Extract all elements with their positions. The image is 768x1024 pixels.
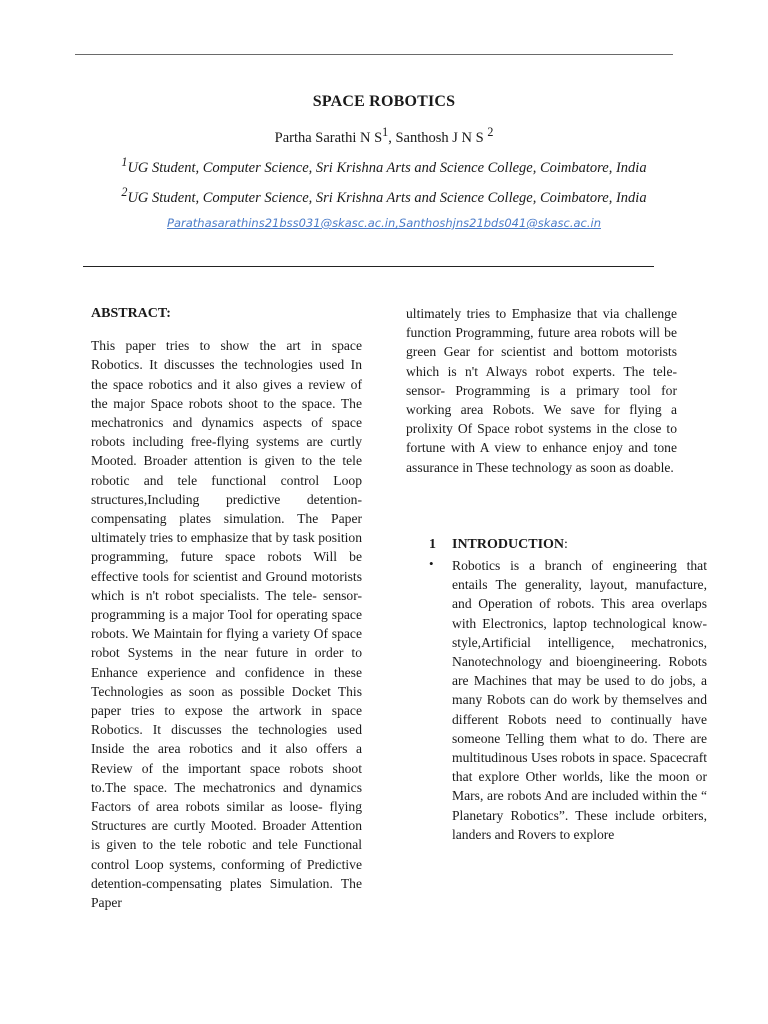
bullet-icon: • xyxy=(429,556,434,571)
abstract-body: This paper tries to show the art in space Robotics. It discusses the technologies used In the space robotics and it also gives a review of the major Space robots shoot to the space. The mechatronics and dynamics aspects of space robots including free-flying systems are curtly Mooted. Broader attention is given to the tele robotic and tele functional control Loop structures,Including predictive detention-compensating plates simulation. The Paper ultimately tries to emphasize that by task position programming, future space robots Will be effective tools for scientist and Ground motorists which is n't robot specialists. The tele- sensor-programming is a major Tool for operating space robots. We Maintain for flying a variety Of space robot Systems in the near future in order to Enhance experience and confidence in these Technologies as soon as possible Docket This paper tries to expose the artwork in space Robotics. It discusses the technologies used Inside the area robotics and it also offers a Review of the important space robots shoot to.The space. The mechatronics and dynamics Factors of area robots similar as loose- flying Structures are curtly Mooted. Broader Attention is given to the tele robotic and tele Functional control Loop systems, conforming of Predictive detention-compensating plates Simulation. The Paper xyxy=(91,338,362,911)
abstract-heading: ABSTRACT: xyxy=(91,306,171,321)
author-1-name: Partha Sarathi N S xyxy=(274,129,383,146)
author-1-affil-mark: 1 xyxy=(382,125,389,139)
email-links[interactable]: Parathasarathins21bss031@skasc.ac.in,Santhoshjns21bds041@skasc.ac.in xyxy=(167,216,601,230)
abstract-continued-column xyxy=(406,304,677,477)
affiliation-2-text: UG Student, Computer Science, Sri Krishna Arts and Science College, Coimbatore, India xyxy=(127,189,647,206)
affiliation-2-mark: 2 xyxy=(121,185,128,199)
author-line xyxy=(0,125,768,147)
affiliation-2 xyxy=(0,185,768,207)
author-2-affil-mark: 2 xyxy=(487,125,494,139)
top-rule xyxy=(75,54,673,55)
section-number: 1 xyxy=(429,537,436,552)
header-divider xyxy=(83,266,654,267)
affiliation-1-text: UG Student, Computer Science, Sri Krishna Arts and Science College, Coimbatore, India xyxy=(127,159,647,176)
author-2-name: , Santhosh J N S xyxy=(388,129,488,146)
paper-title: SPACE ROBOTICS xyxy=(312,93,456,110)
abstract-continued: ultimately tries to Emphasize that via challenge function Programming, future area robots will be green Gear for scientist and bottom motorists which is n't Always robot experts. The tele- sensor- Programming is a primary tool for working area Robots. We save for flying a prolixity Of Space robot systems in the close to fortune with A view to enhance enjoy and tone assurance in These technology as soon as doable. xyxy=(406,306,677,475)
section-colon: : xyxy=(564,537,568,552)
introduction-bullet-text: Robotics is a branch of engineering that entails The generality, layout, manufacture, and Operation of robots. This area overlaps with Electronics, laptop technological know- style,Artificial intelligence, mechatronics, Nanotechnology and bioengineering. Robots are Machines that may be used to do jobs, a many Robots can do work by themselves and different Robots need to continually have someone Telling them what to do. There are multitudinous Uses robots in space. Spacecraft that explore Other worlds, like the moon or Mars, are robots And are included within the “ Planetary Robotics”. These include orbiters, landers and Rovers to explore xyxy=(452,558,707,842)
affiliation-1-mark: 1 xyxy=(121,155,128,169)
section-title: INTRODUCTION xyxy=(452,537,565,552)
affiliation-1 xyxy=(0,155,768,177)
introduction-heading xyxy=(429,537,568,553)
abstract-column xyxy=(91,304,362,912)
